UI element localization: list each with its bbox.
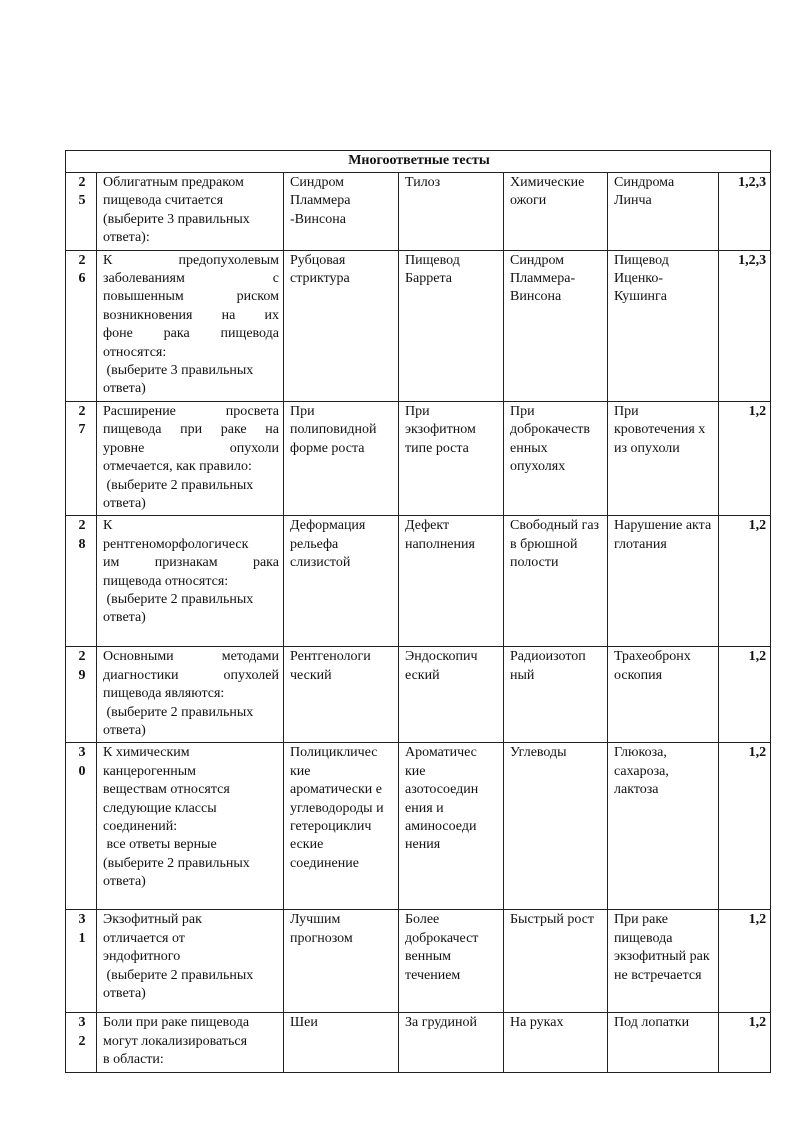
question-number-digit: 2 bbox=[78, 1033, 86, 1049]
question-line: пищевода при раке на bbox=[103, 422, 279, 438]
question-line: (выберите 2 правильных bbox=[103, 704, 254, 720]
correct-answer: 1,2 bbox=[719, 910, 771, 1013]
answer-option-3: Химические ожоги bbox=[504, 173, 608, 251]
question-line: заболеваниям с bbox=[103, 271, 279, 287]
question-line: Облигатным предраком bbox=[103, 175, 244, 190]
question-line: уровне опухоли bbox=[103, 440, 279, 456]
question-line: относятся: bbox=[103, 344, 167, 360]
question-text bbox=[97, 250, 284, 401]
table-row bbox=[66, 910, 771, 1013]
correct-answer: 1,2 bbox=[719, 647, 771, 743]
question-line: отмечается, как правило: bbox=[103, 459, 252, 475]
question-line: К предопухолевым bbox=[103, 252, 279, 268]
question-line: отличается от bbox=[103, 930, 185, 946]
question-number-digit: 7 bbox=[78, 422, 86, 438]
answer-option-3: При доброкачеств енных опухолях bbox=[504, 401, 608, 515]
answer-option-2: Дефект наполнения bbox=[399, 516, 504, 647]
question-number bbox=[66, 516, 97, 647]
question-line: ответа) bbox=[103, 495, 146, 511]
question-number-digit: 2 bbox=[78, 518, 86, 534]
answer-option-3: Быстрый рост bbox=[504, 910, 608, 1013]
question-number bbox=[66, 1013, 97, 1072]
question-number-digit: 3 bbox=[78, 745, 86, 761]
answer-option-1: Лучшим прогнозом bbox=[284, 910, 399, 1013]
table-row bbox=[66, 743, 771, 910]
tests-table bbox=[65, 150, 771, 1073]
table-row bbox=[66, 401, 771, 515]
question-line: (выберите 2 правильных bbox=[103, 591, 254, 607]
answer-option-3: Синдром Пламмера-Винсона bbox=[504, 250, 608, 401]
question-number-digit: 2 bbox=[78, 649, 86, 665]
question-line: Боли при раке пищевода bbox=[103, 1015, 250, 1031]
answer-option-1: Рентгенологи ческий bbox=[284, 647, 399, 743]
correct-answer: 1,2,3 bbox=[719, 250, 771, 401]
question-number bbox=[66, 647, 97, 743]
question-line: пищевода считается bbox=[103, 193, 224, 209]
correct-answer: 1,2 bbox=[719, 516, 771, 647]
question-number bbox=[66, 173, 97, 251]
answer-option-1: Синдром Пламмера -Винсона bbox=[284, 173, 399, 251]
question-line: следующие классы bbox=[103, 800, 217, 816]
correct-answer: 1,2 bbox=[719, 1013, 771, 1072]
question-text bbox=[97, 910, 284, 1013]
question-number-digit: 2 bbox=[78, 252, 86, 268]
answer-option-2: Пищевод Баррета bbox=[399, 250, 504, 401]
question-line: им признакам рака bbox=[103, 555, 279, 571]
correct-answer: 1,2 bbox=[719, 401, 771, 515]
question-line: ответа) bbox=[103, 985, 146, 1001]
answer-option-1: Шеи bbox=[284, 1013, 399, 1072]
question-line: (выберите 3 правильных bbox=[103, 363, 254, 379]
question-number-digit: 3 bbox=[78, 912, 86, 928]
question-line: ответа) bbox=[103, 610, 146, 626]
question-line: в области: bbox=[103, 1052, 164, 1068]
question-line: возникновения на их bbox=[103, 307, 279, 323]
question-number bbox=[66, 250, 97, 401]
question-line: (выберите 2 правильных bbox=[103, 477, 254, 493]
question-line: веществам относятся bbox=[103, 782, 230, 798]
answer-option-2: Эндоскопич еский bbox=[399, 647, 504, 743]
question-number-digit: 0 bbox=[78, 763, 86, 779]
correct-answer: 1,2,3 bbox=[719, 173, 771, 251]
question-number-digit: 5 bbox=[78, 193, 86, 209]
table-row bbox=[66, 647, 771, 743]
question-text bbox=[97, 401, 284, 515]
answer-option-4: Нарушение акта глотания bbox=[608, 516, 719, 647]
answer-option-3: На руках bbox=[504, 1013, 608, 1072]
question-text bbox=[97, 1013, 284, 1072]
answer-option-2: За грудиной bbox=[399, 1013, 504, 1072]
question-line: (выберите 2 правильных bbox=[103, 855, 250, 871]
table-row bbox=[66, 1013, 771, 1072]
answer-option-4: Под лопатки bbox=[608, 1013, 719, 1072]
answer-option-3: Углеводы bbox=[504, 743, 608, 910]
table-row bbox=[66, 173, 771, 251]
question-text bbox=[97, 516, 284, 647]
question-line: эндофитного bbox=[103, 949, 181, 965]
question-line: диагностики опухолей bbox=[103, 667, 279, 683]
question-line: пищевода относятся: bbox=[103, 573, 229, 589]
table-row bbox=[66, 516, 771, 647]
answer-option-4: Глюкоза, сахароза, лактоза bbox=[608, 743, 719, 910]
answer-option-4: При раке пищевода экзофитный рак не встречается bbox=[608, 910, 719, 1013]
question-line: ответа) bbox=[103, 381, 146, 397]
answer-option-4: Пищевод Иценко-Кушинга bbox=[608, 250, 719, 401]
question-number-digit: 8 bbox=[78, 536, 86, 552]
question-number-digit: 9 bbox=[78, 667, 86, 683]
question-line: Основными методами bbox=[103, 649, 279, 665]
question-line: могут локализироваться bbox=[103, 1033, 248, 1049]
answer-option-3: Радиоизотоп ный bbox=[504, 647, 608, 743]
question-line: канцерогенным bbox=[103, 763, 197, 779]
answer-option-1: Полицикличес кие ароматически е углеводороды и гетероциклич еские соединение bbox=[284, 743, 399, 910]
table-body bbox=[66, 173, 771, 1073]
answer-option-2: Ароматичес кие азотосоедин ения и аминосоеди нения bbox=[399, 743, 504, 910]
question-number bbox=[66, 401, 97, 515]
question-line: ответа) bbox=[103, 874, 146, 890]
answer-option-4: При кровотечения х из опухоли bbox=[608, 401, 719, 515]
question-number-digit: 6 bbox=[78, 271, 86, 287]
question-line: (выберите 3 правильных bbox=[103, 211, 250, 227]
question-line: соединений: bbox=[103, 818, 178, 834]
table-title: Многоответные тесты bbox=[66, 151, 771, 173]
question-line: фоне рака пищевода bbox=[103, 326, 279, 342]
question-line: все ответы верные bbox=[103, 837, 217, 853]
answer-option-3: Свободный газ в брюшной полости bbox=[504, 516, 608, 647]
question-line: рентгеноморфологическ bbox=[103, 536, 249, 552]
question-number bbox=[66, 910, 97, 1013]
question-line: К химическим bbox=[103, 745, 190, 761]
question-number-digit: 2 bbox=[78, 403, 86, 419]
answer-option-4: Синдрома Линча bbox=[608, 173, 719, 251]
question-line: Экзофитный рак bbox=[103, 912, 202, 928]
question-number-digit: 3 bbox=[78, 1015, 86, 1031]
question-number-digit: 1 bbox=[78, 930, 86, 946]
question-number-digit: 2 bbox=[78, 175, 86, 190]
table-title-row bbox=[66, 151, 771, 173]
question-line: (выберите 2 правильных bbox=[103, 967, 254, 983]
question-line: Расширение просвета bbox=[103, 403, 279, 419]
answer-option-2: Тилоз bbox=[399, 173, 504, 251]
answer-option-4: Трахеобронх оскопия bbox=[608, 647, 719, 743]
question-line: повышенным риском bbox=[103, 289, 279, 305]
question-line: ответа): bbox=[103, 230, 150, 246]
question-line: К bbox=[103, 518, 113, 534]
answer-option-1: При полиповидной форме роста bbox=[284, 401, 399, 515]
table-row bbox=[66, 250, 771, 401]
answer-option-1: Деформация рельефа слизистой bbox=[284, 516, 399, 647]
question-text bbox=[97, 743, 284, 910]
question-text bbox=[97, 173, 284, 251]
question-line: пищевода являются: bbox=[103, 686, 225, 702]
answer-option-2: При экзофитном типе роста bbox=[399, 401, 504, 515]
question-number bbox=[66, 743, 97, 910]
correct-answer: 1,2 bbox=[719, 743, 771, 910]
question-text bbox=[97, 647, 284, 743]
question-line: ответа) bbox=[103, 722, 146, 738]
answer-option-2: Более доброкачест венным течением bbox=[399, 910, 504, 1013]
answer-option-1: Рубцовая стриктура bbox=[284, 250, 399, 401]
